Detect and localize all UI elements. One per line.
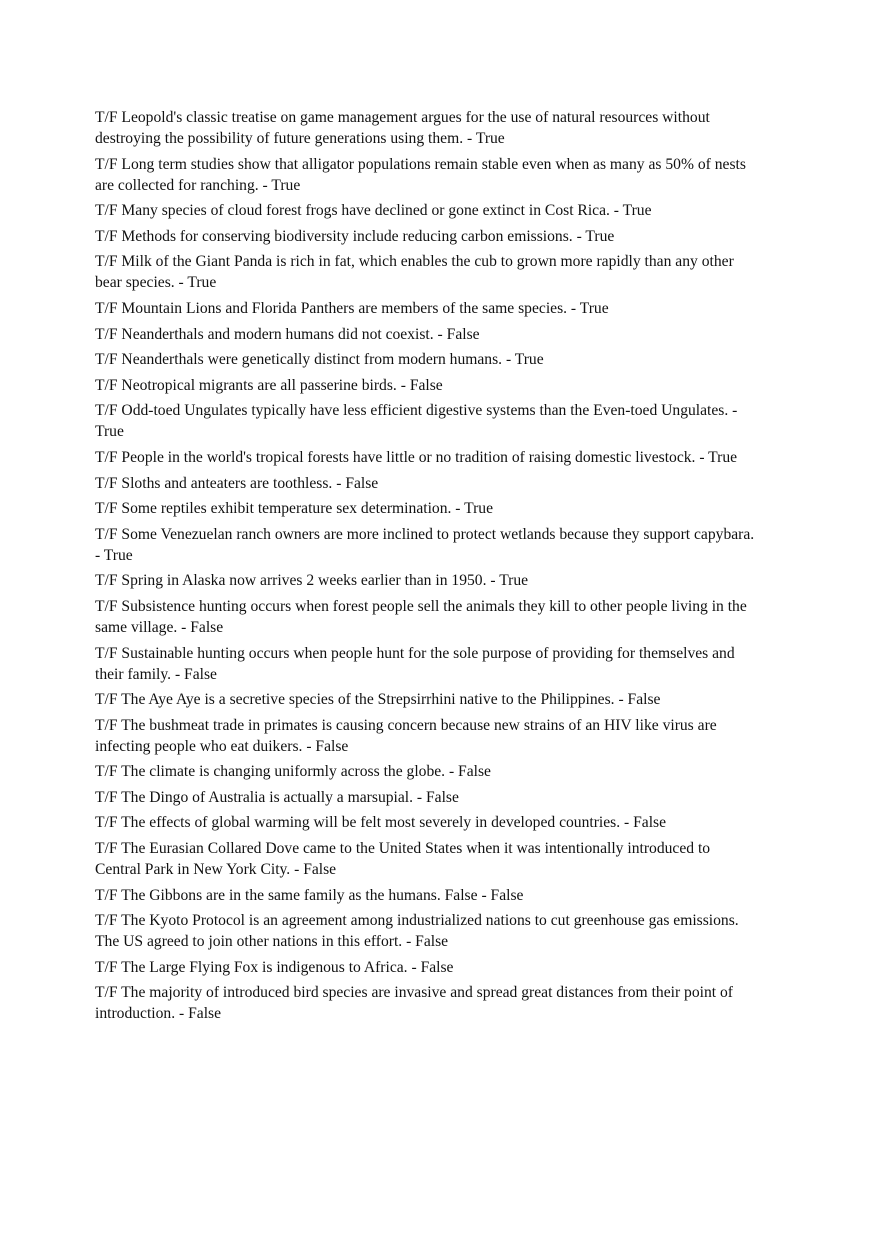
list-item: T/F Neanderthals and modern humans did not coexist. - False xyxy=(95,325,480,343)
question-list xyxy=(95,107,755,1029)
list-item: T/F The bushmeat trade in primates is causing concern because new strains of an HIV like virus are infecting people who eat duikers. - False xyxy=(95,716,717,755)
list-item: T/F The climate is changing uniformly across the globe. - False xyxy=(95,763,491,781)
list-item: T/F Spring in Alaska now arrives 2 weeks earlier than in 1950. - True xyxy=(95,572,529,590)
list-item: T/F The majority of introduced bird species are invasive and spread great distances from their point of introduction. - False xyxy=(95,984,733,1023)
list-item: T/F The Dingo of Australia is actually a marsupial. - False xyxy=(95,788,459,806)
list-item: T/F Long term studies show that alligator populations remain stable even when as many as 50% of nests are collected for ranching. - True xyxy=(95,155,746,194)
list-item: T/F Mountain Lions and Florida Panthers are members of the same species. - True xyxy=(95,299,609,317)
list-item: T/F Neotropical migrants are all passerine birds. - False xyxy=(95,376,443,394)
list-item: T/F Subsistence hunting occurs when forest people sell the animals they kill to other people living in the same village. - False xyxy=(95,597,747,636)
list-item: T/F The Kyoto Protocol is an agreement among industrialized nations to cut greenhouse gas emissions. The US agreed to join other nations in this effort. - False xyxy=(95,912,739,951)
list-item: T/F The Large Flying Fox is indigenous to Africa. - False xyxy=(95,958,454,976)
list-item: T/F Sloths and anteaters are toothless. - False xyxy=(95,474,379,492)
list-item: T/F Neanderthals were genetically distinct from modern humans. - True xyxy=(95,351,544,369)
list-item: T/F The Eurasian Collared Dove came to the United States when it was intentionally introduced to Central Park in New York City. - False xyxy=(95,840,711,879)
list-item: T/F The Gibbons are in the same family as the humans. False - False xyxy=(95,886,524,904)
list-item: T/F The effects of global warming will be felt most severely in developed countries. - False xyxy=(95,814,667,832)
list-item: T/F The Aye Aye is a secretive species of the Strepsirrhini native to the Philippines. - False xyxy=(95,691,661,709)
list-item: T/F Milk of the Giant Panda is rich in fat, which enables the cub to grown more rapidly than any other bear species. - True xyxy=(95,253,734,292)
list-item: T/F Leopold's classic treatise on game management argues for the use of natural resources without destroying the possibility of future generations using them. - True xyxy=(95,109,710,147)
list-item: T/F Sustainable hunting occurs when people hunt for the sole purpose of providing for themselves and their family. - False xyxy=(95,644,735,683)
list-item: T/F Some reptiles exhibit temperature sex determination. - True xyxy=(95,500,493,518)
list-item: T/F Many species of cloud forest frogs have declined or gone extinct in Cost Rica. - True xyxy=(95,202,652,220)
list-item: T/F People in the world's tropical forests have little or no tradition of raising domestic livestock. - True xyxy=(95,448,738,466)
list-item: T/F Odd-toed Ungulates typically have less efficient digestive systems than the Even-toed Ungulates. - True xyxy=(95,402,738,441)
list-item: T/F Some Venezuelan ranch owners are more inclined to protect wetlands because they support capybara. - True xyxy=(95,525,755,564)
list-item: T/F Methods for conserving biodiversity include reducing carbon emissions. - True xyxy=(95,227,615,245)
